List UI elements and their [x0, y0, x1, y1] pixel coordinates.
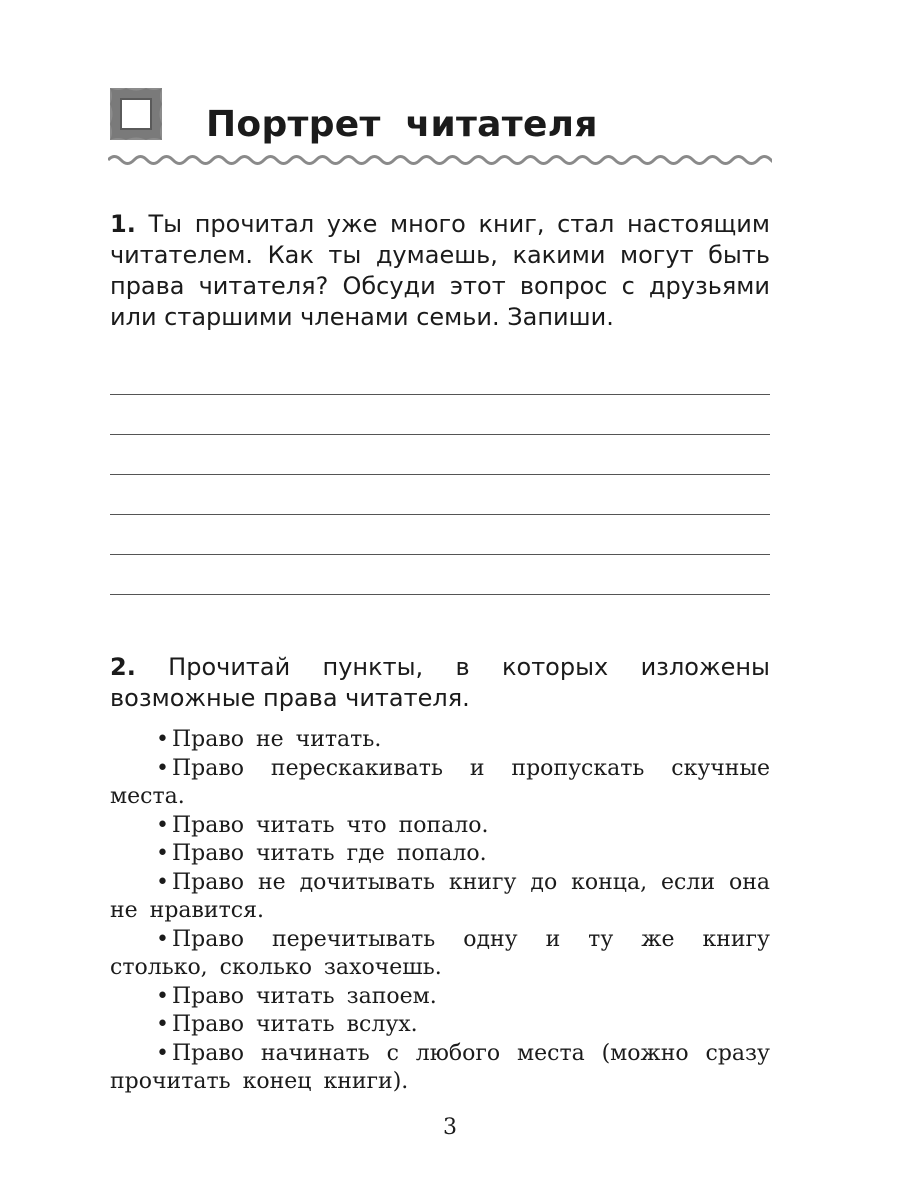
- task-1-text: Ты прочитал уже много книг, стал настоящим читателем. Как ты думаешь, какими могут быть права читателя? Обсуди этот вопрос с друзьями или старшими членами семьи. Запиши.: [110, 210, 770, 331]
- task-2-text: Прочитай пункты, в которых изложены возможные права читателя.: [110, 653, 770, 712]
- right-item: • Право не дочитывать книгу до конца, если она не нравится.: [110, 869, 770, 923]
- right-item: • Право читать где попало.: [156, 841, 487, 866]
- answer-lines[interactable]: [110, 394, 770, 634]
- right-item: • Право читать что попало.: [156, 812, 489, 838]
- answer-line[interactable]: [110, 474, 770, 475]
- right-item: • Право перескакивать и пропускать скучные места.: [110, 755, 770, 809]
- right-item: • Право читать запоем.: [156, 983, 437, 1009]
- answer-line[interactable]: [110, 394, 770, 395]
- page-number: 3: [443, 1115, 457, 1140]
- task-1: [110, 209, 770, 333]
- answer-line[interactable]: [110, 554, 770, 555]
- picture-frame-icon: [108, 86, 164, 142]
- task-1-number: 1.: [110, 210, 136, 238]
- answer-line[interactable]: [110, 434, 770, 435]
- right-item: • Право перечитывать одну и ту же книгу столько, сколько захочешь.: [110, 926, 770, 980]
- page-title: Портрет читателя: [206, 104, 598, 145]
- right-item: • Право не читать.: [156, 727, 382, 752]
- task-2: [110, 652, 770, 714]
- answer-line[interactable]: [110, 514, 770, 515]
- rights-list: [110, 726, 770, 1097]
- right-item: • Право читать вслух.: [156, 1012, 418, 1037]
- answer-line[interactable]: [110, 594, 770, 595]
- right-item: • Право начинать с любого места (можно сразу прочитать конец книги).: [110, 1040, 770, 1094]
- task-2-number: 2.: [110, 653, 136, 681]
- wavy-divider: [108, 150, 772, 170]
